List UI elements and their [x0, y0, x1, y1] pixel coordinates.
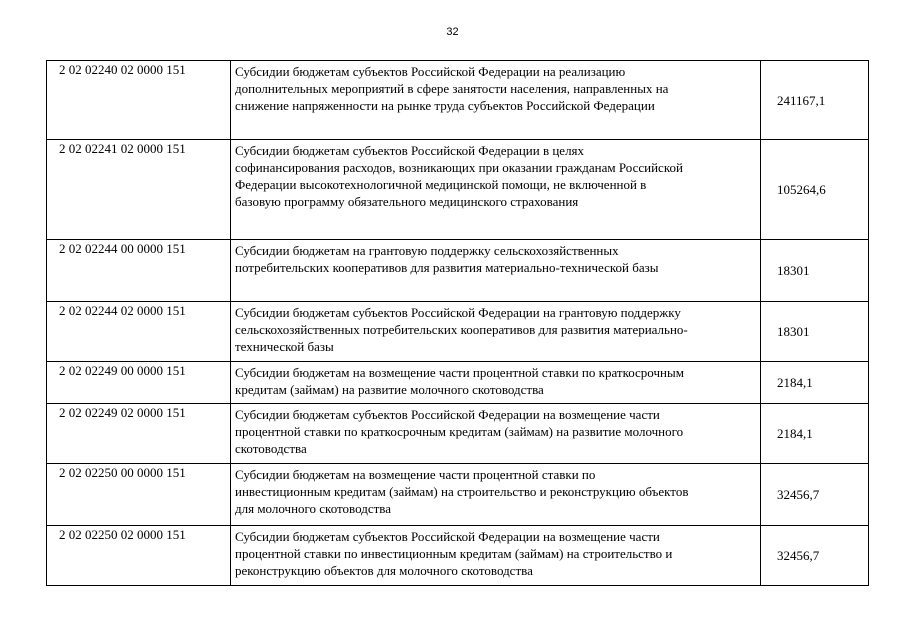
description-line: софинансирования расходов, возникающих при оказании гражданам Российской: [235, 160, 683, 175]
budget-revenue-table: [46, 60, 869, 586]
table-row: [47, 464, 869, 526]
revenue-description: [231, 404, 761, 464]
page-number: 32: [446, 26, 459, 38]
revenue-description: [231, 302, 761, 362]
description-line: Субсидии бюджетам на возмещение части процентной ставки по краткосрочным: [235, 365, 684, 380]
revenue-code: 2 02 02249 00 0000 151: [47, 362, 231, 404]
amount-value: 32456,7: [761, 464, 869, 526]
revenue-code: 2 02 02241 02 0000 151: [47, 140, 231, 240]
description-line: Субсидии бюджетам на грантовую поддержку сельскохозяйственных: [235, 243, 619, 258]
amount-value: 18301: [761, 240, 869, 302]
description-line: скотоводства: [235, 441, 307, 456]
description-line: процентной ставки по инвестиционным кредитам (займам) на строительство и: [235, 546, 673, 561]
description-line: сельскохозяйственных потребительских кооперативов для развития материально-: [235, 322, 688, 337]
amount-value: 105264,6: [761, 140, 869, 240]
amount-value: 18301: [761, 302, 869, 362]
table-row: [47, 61, 869, 140]
description-line: базовую программу обязательного медицинского страхования: [235, 194, 579, 209]
description-line: Субсидии бюджетам субъектов Российской Федерации на возмещение части: [235, 407, 660, 422]
description-line: инвестиционным кредитам (займам) на строительство и реконструкцию объектов: [235, 484, 689, 499]
description-line: Субсидии бюджетам субъектов Российской Федерации на реализацию: [235, 64, 626, 79]
amount-value: 2184,1: [761, 362, 869, 404]
table-row: [47, 302, 869, 362]
description-line: Субсидии бюджетам субъектов Российской Федерации на возмещение части: [235, 529, 660, 544]
amount-value: 32456,7: [761, 526, 869, 586]
table-row: [47, 526, 869, 586]
revenue-code: 2 02 02249 02 0000 151: [47, 404, 231, 464]
description-line: снижение напряженности на рынке труда субъектов Российской Федерации: [235, 98, 655, 113]
table-row: [47, 240, 869, 302]
description-line: Федерации высокотехнологичной медицинской помощи, не включенной в: [235, 177, 647, 192]
description-line: Субсидии бюджетам субъектов Российской Федерации на грантовую поддержку: [235, 305, 681, 320]
revenue-code: 2 02 02244 02 0000 151: [47, 302, 231, 362]
description-line: технической базы: [235, 339, 334, 354]
revenue-description: [231, 526, 761, 586]
revenue-description: [231, 61, 761, 140]
revenue-description: [231, 464, 761, 526]
description-line: дополнительных мероприятий в сфере занятости населения, направленных на: [235, 81, 669, 96]
revenue-code: 2 02 02244 00 0000 151: [47, 240, 231, 302]
table-body: [47, 61, 869, 586]
revenue-description: [231, 140, 761, 240]
table-row: [47, 140, 869, 240]
description-line: Субсидии бюджетам на возмещение части процентной ставки по: [235, 467, 596, 482]
description-line: процентной ставки по краткосрочным кредитам (займам) на развитие молочного: [235, 424, 684, 439]
description-line: реконструкцию объектов для молочного скотоводства: [235, 563, 533, 578]
revenue-description: [231, 240, 761, 302]
amount-value: 2184,1: [761, 404, 869, 464]
description-line: Субсидии бюджетам субъектов Российской Федерации в целях: [235, 143, 585, 158]
description-line: потребительских кооперативов для развития материально-технической базы: [235, 260, 659, 275]
description-line: кредитам (займам) на развитие молочного скотоводства: [235, 382, 544, 397]
amount-value: 241167,1: [761, 61, 869, 140]
description-line: для молочного скотоводства: [235, 501, 392, 516]
table-row: [47, 362, 869, 404]
revenue-code: 2 02 02250 00 0000 151: [47, 464, 231, 526]
revenue-description: [231, 362, 761, 404]
revenue-code: 2 02 02240 02 0000 151: [47, 61, 231, 140]
revenue-code: 2 02 02250 02 0000 151: [47, 526, 231, 586]
table-row: [47, 404, 869, 464]
